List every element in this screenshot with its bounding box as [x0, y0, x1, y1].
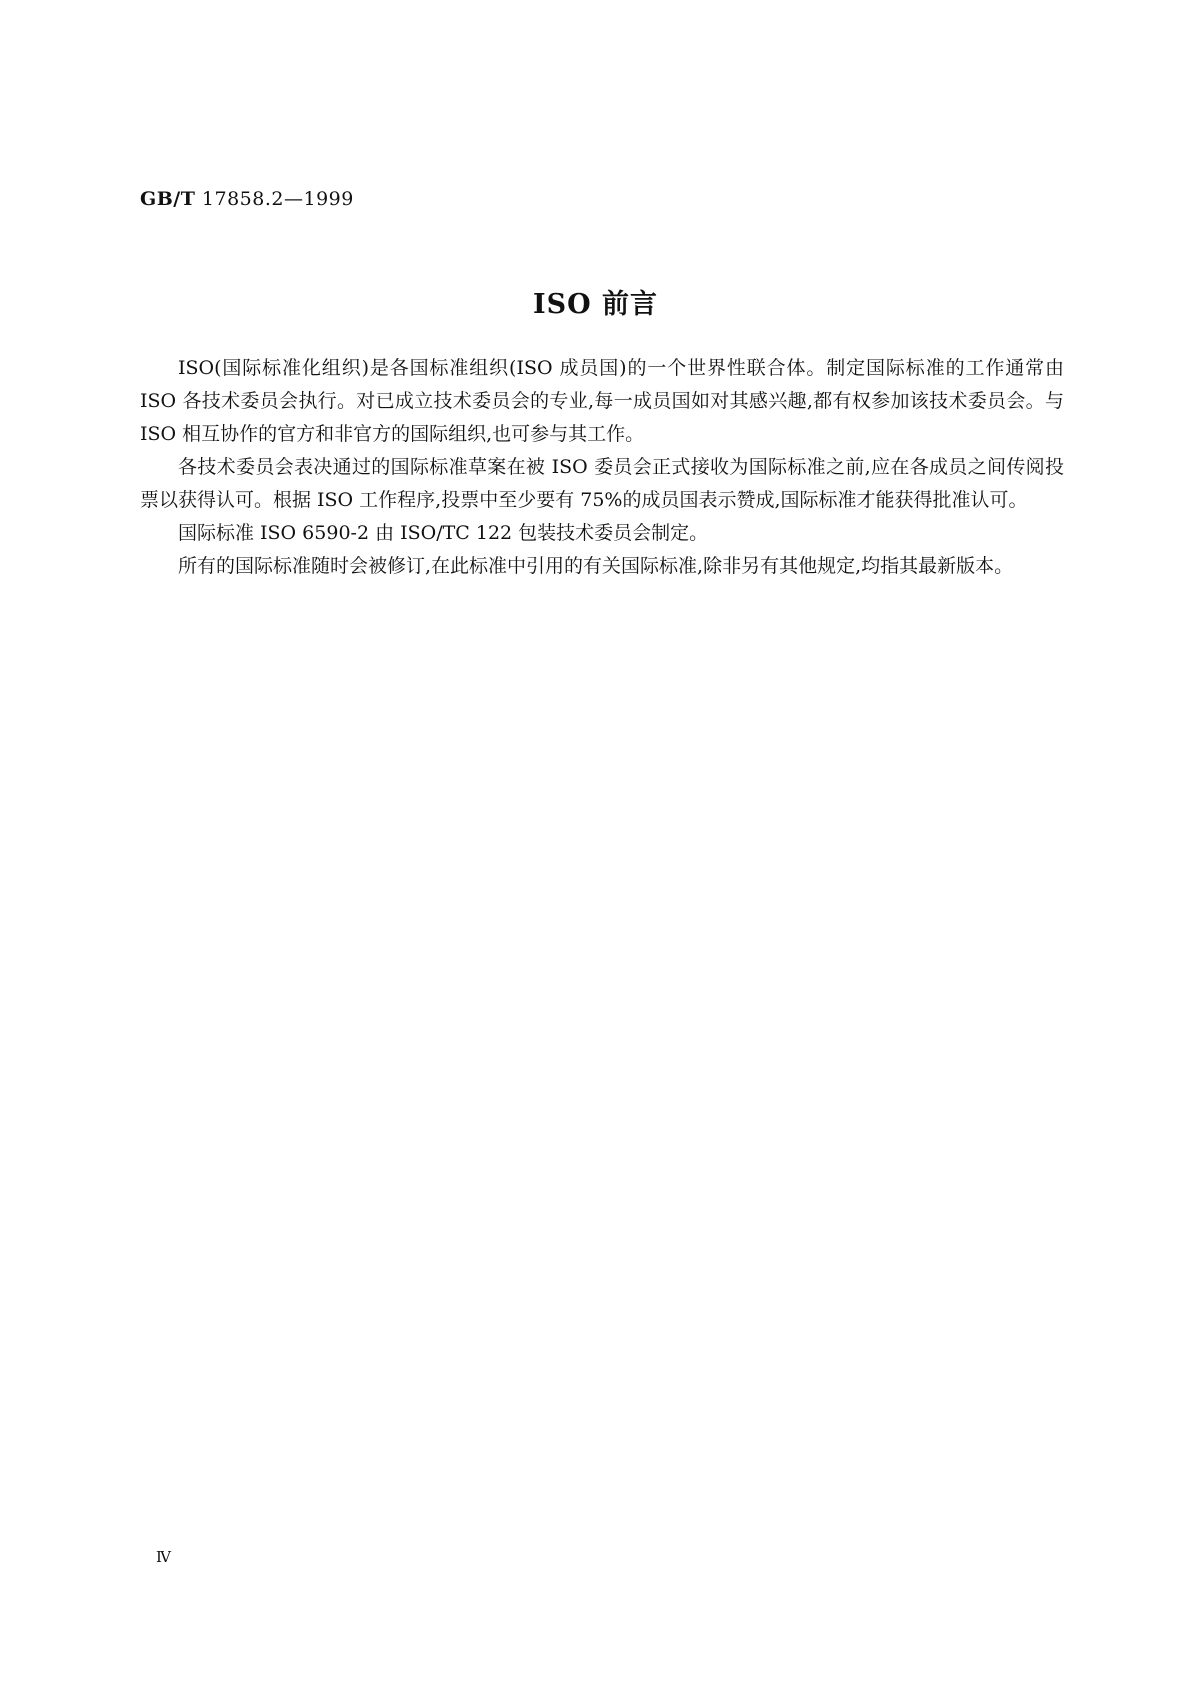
- page-number: Ⅳ: [156, 1548, 171, 1566]
- paragraph: 国际标准 ISO 6590-2 由 ISO/TC 122 包装技术委员会制定。: [178, 522, 709, 544]
- standard-code: 17858.2—1999: [195, 188, 354, 210]
- preface-body: [140, 352, 1064, 583]
- paragraph: 各技术委员会表决通过的国际标准草案在被 ISO 委员会正式接收为国际标准之前,应在各成员之间传阅投票以获得认可。根据 ISO 工作程序,投票中至少要有 75%的成员国表示赞成,国际标准才能获得批准认可。: [140, 456, 1064, 511]
- paragraph: 所有的国际标准随时会被修订,在此标准中引用的有关国际标准,除非另有其他规定,均指其最新版本。: [178, 555, 1014, 577]
- paragraph: ISO(国际标准化组织)是各国标准组织(ISO 成员国)的一个世界性联合体。制定国际标准的工作通常由 ISO 各技术委员会执行。对已成立技术委员会的专业,每一成员国如对其感兴趣,都有权参加该技术委员会。与 ISO 相互协作的官方和非官方的国际组织,也可参与其工作。: [140, 357, 1064, 445]
- page-title: ISO 前言: [532, 289, 659, 320]
- standard-number: [140, 188, 354, 210]
- standard-prefix: GB/T: [140, 188, 196, 210]
